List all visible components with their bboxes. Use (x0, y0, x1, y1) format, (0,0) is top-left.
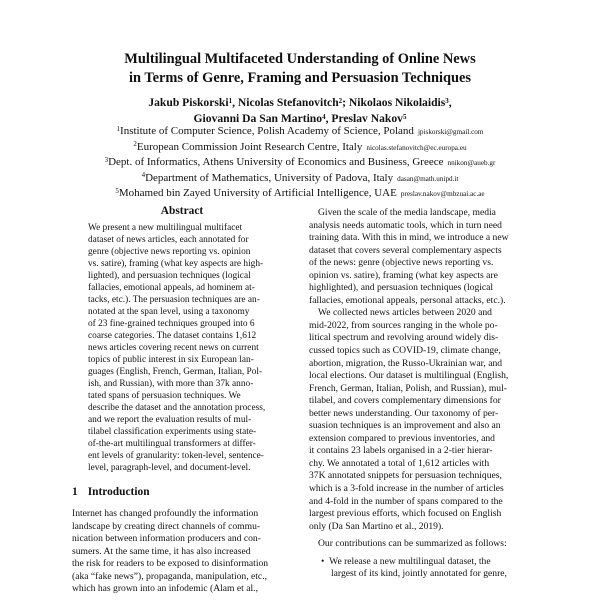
abstract-body (88, 222, 280, 474)
affiliation-email: nicolas.stefanovitch@ec.europa.eu (366, 143, 467, 152)
section-title: Introduction (87, 486, 150, 498)
paragraph-1 (309, 207, 533, 307)
text-line: 37K annotated snippets for persuasion techniques, (309, 470, 502, 482)
affiliation-email: dasan@math.unipd.it (397, 174, 459, 183)
text-line: vs. satire), framing (what key aspects are high- (88, 259, 264, 269)
title-line-1: Multilingual Multifaceted Understanding of Online News (124, 51, 476, 67)
text-line: it contains 23 labels organised in a 2-tier hierar- (309, 445, 493, 457)
affiliation-sup: 1 (116, 124, 121, 133)
text-line: and we report the evaluation results of mul- (88, 415, 252, 425)
affiliation-text: Dept. of Informatics, Athens University of Economics and Business, Greece (108, 156, 444, 169)
text-line: extension compared to previous inventories, and (309, 432, 495, 444)
section-heading-introduction (72, 486, 150, 498)
text-line: fallacies, emotional appeals, ad hominem at- (88, 283, 255, 293)
text-line: topics of public interest in six European lan- (88, 355, 254, 365)
text-line: (aka “fake news”), propaganda, manipulation, etc., (72, 570, 267, 582)
author-name: Giovanni Da San Martino (193, 112, 323, 125)
section-number: 1 (72, 486, 78, 498)
abstract-heading: Abstract (160, 205, 204, 217)
text-line: genre (objective news reporting vs. opinion (88, 247, 251, 257)
author-line-2: Giovanni Da San Martino$^4$, Preslav Nakov$^5$ (193, 112, 407, 125)
text-line: abortion, migration, the Russo-Ukrainian war, and (309, 357, 503, 369)
affiliation-email: preslav.nakov@mbzuai.ac.ae (400, 190, 485, 199)
author-sup: 1 (228, 96, 233, 105)
text-line: litical spectrum and revolving around widely dis- (309, 332, 499, 344)
author-sup: 5 (402, 112, 407, 121)
text-line: news articles covering recent news on current (88, 343, 259, 353)
text-line: opinion vs. satire), framing (what key aspects are (309, 269, 498, 281)
paragraph-3 (309, 538, 533, 551)
affiliation-text: European Commission Joint Research Centre, Italy (136, 140, 363, 153)
author-list (60, 95, 540, 127)
paragraph-2 (309, 307, 533, 533)
affiliation-1 (40, 124, 560, 140)
text-line: lighted), and persuasion techniques (logical (88, 271, 251, 281)
author-sup: 4 (322, 112, 326, 121)
author-name: Jakub Piskorski (148, 96, 229, 109)
text-line: landscape by creating direct channels of commu- (72, 520, 261, 532)
text-line: only (Da San Martino et al., 2019). (309, 520, 444, 532)
text-line: nication between information producers and con- (72, 533, 261, 544)
affiliation-sup: 3 (104, 155, 109, 164)
text-line: tilabel, and covers complementary dimensions for (309, 395, 501, 407)
text-line: describe the dataset and the annotation process, (88, 403, 266, 413)
author-name: Nicolas Stefanovitch (237, 96, 339, 109)
text-line: sumers. At the same time, it has also increased (72, 545, 251, 557)
text-line: Internet has changed profoundly the information (72, 508, 259, 519)
text-line: dataset of news articles, each annotated for (88, 235, 249, 245)
text-line: of the news: genre (objective news reporting vs. (309, 257, 494, 269)
text-line: Our contributions can be summarized as follows: (318, 538, 507, 550)
affiliation-sup: 2 (133, 140, 137, 149)
text-line: French, German, Italian, Polish, and Russian), mul- (309, 382, 507, 394)
affiliation-2 (40, 140, 560, 156)
text-line: and 4-fold in the number of spans compared to the (309, 495, 503, 507)
text-line: which is a 3-fold increase in the number of articles (309, 483, 504, 495)
text-line: suasion techniques is an improvement and also an (309, 420, 501, 432)
author-name: Preslav Nakov (331, 112, 403, 125)
text-line: training data. With this in mind, we introduce a new (309, 232, 509, 244)
affiliation-email: nnikon@aueb.gr (447, 159, 496, 168)
paper-title (60, 50, 540, 88)
text-line: largest previous efforts, which focused on English (309, 508, 502, 520)
title-line-2: in Terms of Genre, Framing and Persuasion Techniques (129, 70, 471, 86)
text-line: level, paragraph-level, and document-level. (88, 463, 251, 473)
affiliation-5 (40, 186, 560, 202)
affiliation-sup: 5 (115, 186, 119, 195)
text-line: which has grown into an infodemic (Alam et al., (72, 583, 258, 594)
bullet-marker: • (321, 555, 325, 567)
text-line: dataset that covers several complementary aspects (309, 244, 502, 256)
text-line: mid-2022, from sources ranging in the whole po- (309, 319, 498, 331)
text-line: better news understanding. Our taxonomy of per- (309, 407, 499, 419)
affiliation-3 (40, 155, 560, 171)
text-line: of 23 fine-grained techniques grouped into 6 (88, 319, 255, 329)
text-line: highlighted), and persuasion techniques (logical (309, 282, 494, 294)
introduction-body (72, 508, 294, 596)
right-column (309, 207, 533, 581)
affiliation-text: Mohamed bin Zayed University of Artificial Intelligence, UAE (118, 187, 397, 200)
text-line: tacks, etc.). The persuasion techniques are an- (88, 295, 260, 305)
text-line: coarse categories. The dataset contains 1,612 (88, 331, 257, 341)
text-line: We present a new multilingual multifacet (88, 223, 243, 233)
affiliations (40, 124, 560, 202)
text-line: analysis needs automatic tools, which in turn need (309, 219, 502, 231)
affiliation-4 (40, 171, 560, 187)
text-line: local elections. Our dataset is multilingual (English, (309, 370, 509, 382)
text-line: notated at the span level, using a taxonomy (88, 307, 250, 317)
affiliation-text: Institute of Computer Science, Polish Academy of Science, Poland (120, 125, 414, 137)
text-line: tilabel classification experiments using state- (88, 427, 257, 437)
author-name: Nikolaos Nikolaidis (348, 96, 446, 109)
text-line: tated spans of persuasion techniques. We (88, 391, 241, 401)
text-line: guages (English, French, German, Italian, Pol- (88, 367, 263, 377)
text-line: Given the scale of the media landscape, media (318, 207, 496, 218)
text-line: of-the-art multilingual transformers at differ- (88, 439, 256, 449)
text-line: the risk for readers to be exposed to disinformation (72, 558, 269, 569)
affiliation-email: jpiskorski@gmail.com (417, 128, 484, 136)
author-line-1: Jakub Piskorski$^1$, Nicolas Stefanovitch$^2$; Nikolaos Nikolaidis$^3$, (148, 96, 452, 109)
text-line: ent levels of granularity: token-level, sentence- (88, 451, 264, 461)
affiliation-text: Department of Mathematics, University of Padova, Italy (145, 171, 394, 184)
author-sup: 2 (338, 96, 343, 105)
bullet-text: We release a new multilingual dataset, the (329, 555, 491, 567)
text-line: We collected news articles between 2020 and (318, 307, 492, 319)
bullet-item-continued: largest of its kind, jointly annotated for genre, (331, 568, 507, 580)
text-line: ish, and Russian), with more than 37k anno- (88, 379, 254, 389)
affiliation-sup: 4 (141, 171, 146, 180)
text-line: fallacies, emotional appeals, personal attacks, etc.). (309, 294, 506, 306)
text-line: chy. We annotated a total of 1,612 articles with (309, 457, 490, 469)
bullet-item (309, 556, 533, 569)
text-line: cussed topics such as COVID-19, climate change, (309, 345, 501, 357)
author-sup: 3 (445, 96, 449, 105)
